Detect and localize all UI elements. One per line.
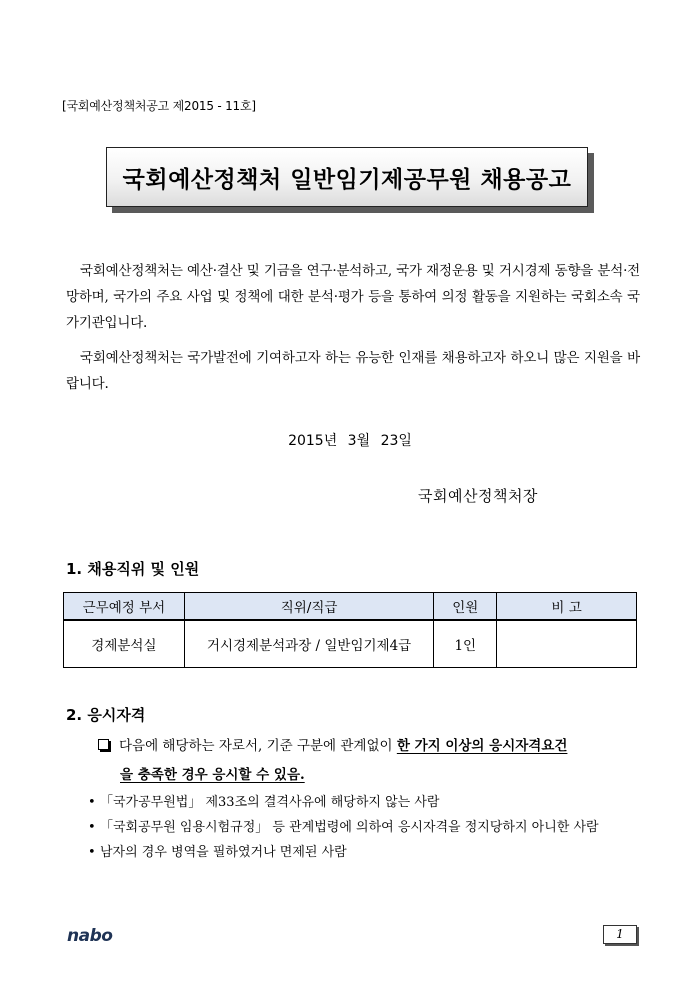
cell-count: 1인 [434, 620, 497, 668]
qualification-prefix: 다음에 해당하는 자로서, 기준 구분에 관계없이 [119, 738, 393, 754]
list-item [88, 790, 648, 815]
header-note: 비 고 [497, 593, 637, 621]
nabo-logo: nabo [67, 926, 113, 946]
bullet-icon: • [88, 820, 96, 835]
section-1-title: 1. 채용직위 및 인원 [66, 560, 200, 578]
title-box [106, 147, 588, 207]
positions-table [63, 592, 637, 668]
intro-paragraph-1 [66, 258, 640, 336]
qualification-main [98, 732, 646, 790]
qualification-line-2 [98, 761, 646, 790]
intro-text-2: 국회예산정책처는 국가발전에 기여하고자 하는 유능한 인재를 채용하고자 하오니 많은 지원을 바랍니다. [66, 350, 640, 392]
section-2-title: 2. 응시자격 [66, 706, 146, 724]
page-number: 1 [603, 925, 637, 944]
bullet-icon: • [88, 795, 96, 810]
intro-text-1: 국회예산정책처는 예산·결산 및 기금을 연구·분석하고, 국가 재정운용 및 거시경제 동향을 분석·전망하며, 국가의 주요 사업 및 정책에 대한 분석·평가 등을 통하여 의정 활동을 지원하는 국회소속 국가기관입니다. [66, 263, 640, 331]
list-item [88, 815, 648, 840]
page-title: 국회예산정책처 일반임기제공무원 채용공고 [122, 166, 572, 193]
cell-note [497, 620, 637, 668]
bullet-icon: • [88, 845, 96, 860]
header-position: 직위/직급 [184, 593, 434, 621]
notice-number: [국회예산정책처공고 제2015 - 11호] [62, 99, 256, 113]
table-row [64, 620, 637, 668]
header-count: 인원 [434, 593, 497, 621]
bullet-text: 남자의 경우 병역을 필하였거나 면제된 사람 [100, 845, 347, 860]
qualification-bullets [88, 790, 648, 865]
announcement-date: 2015년 3월 23일 [288, 433, 412, 449]
qualification-emphasis-1: 한 가지 이상의 응시자격요건 [396, 738, 568, 754]
signer: 국회예산정책처장 [418, 487, 538, 505]
intro-paragraph-2 [66, 345, 640, 397]
table-header-row [64, 593, 637, 621]
list-item [88, 840, 648, 865]
cell-position: 거시경제분석과장 / 일반임기제4급 [184, 620, 434, 668]
checkbox-square-icon [98, 739, 109, 750]
bullet-text: 「국회공무원 임용시험규정」 등 관계법령에 의하여 응시자격을 정지당하지 아니한 사람 [100, 820, 599, 835]
bullet-text: 「국가공무원법」 제33조의 결격사유에 해당하지 않는 사람 [100, 795, 440, 810]
cell-dept: 경제분석실 [64, 620, 185, 668]
header-dept: 근무예정 부서 [64, 593, 185, 621]
qualification-emphasis-2: 을 충족한 경우 응시할 수 있음. [120, 767, 305, 783]
